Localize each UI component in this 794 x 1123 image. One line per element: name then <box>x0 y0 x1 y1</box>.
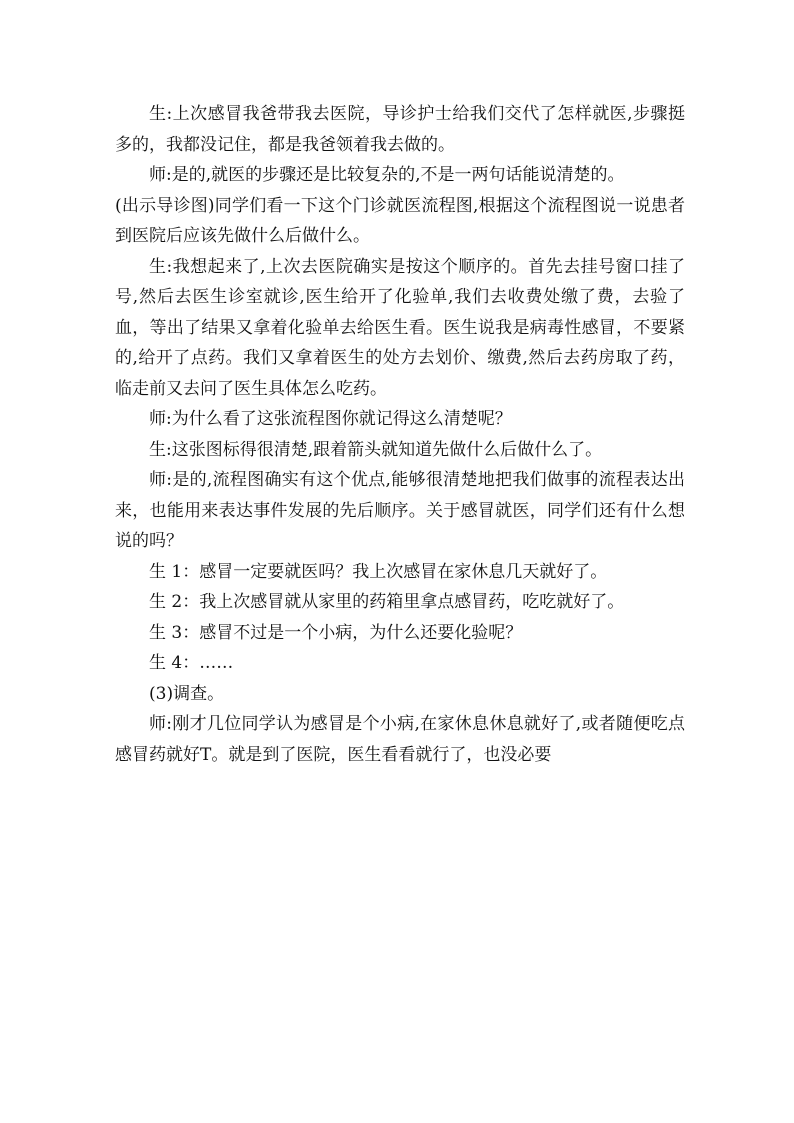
paragraph-teacher-reply: 师:是的,就医的步骤还是比较复杂的,不是一两句话能说清楚的。 <box>149 165 625 185</box>
paragraph-section-survey: (3)调查。 <box>149 683 225 704</box>
paragraph-student-recall: 生:上次感冒我爸带我去医院，导诊护士给我们交代了怎样就医,步骤挺多的，我都没记住，都是我爸领着我去做的。 <box>115 104 685 155</box>
paragraph-student-3: 生 3：感冒不过是一个小病，为什么还要化验呢？ <box>149 622 523 643</box>
document-body <box>115 99 685 770</box>
paragraph-student-answer: 生:这张图标得很清楚,跟着箭头就知道先做什么后做什么了。 <box>149 439 603 460</box>
paragraph-student-process: 生:我想起来了,上次去医院确实是按这个顺序的。首先去挂号窗口挂了号,然后去医生诊室就诊,医生给开了化验单,我们去收费处缴了费，去验了血，等出了结果又拿着化验单去给医生看。医生说我是病毒性感冒，不要紧的,给开了点药。我们又拿着医生的处方去划价、缴费,然后去药房取了药，临走前又去问了医生具体怎么吃药。 <box>115 256 685 399</box>
paragraph-teacher-survey: 师:刚才几位同学认为感冒是个小病,在家休息休息就好了,或者随便吃点感冒药就好T。就是到了医院，医生看看就行了，也没必要 <box>115 714 685 765</box>
paragraph-teacher-question: 师:为什么看了这张流程图你就记得这么清楚呢？ <box>149 409 512 429</box>
paragraph-student-1: 生 1：感冒一定要就医吗？我上次感冒在家休息几天就好了。 <box>149 561 608 582</box>
paragraph-teacher-flowchart: 师:是的,流程图确实有这个优点,能够很清楚地把我们做事的流程表达出来，也能用来表达事件发展的先后顺序。关于感冒就医，同学们还有什么想说的吗？ <box>115 470 685 551</box>
paragraph-show-guide-chart: (出示导诊图)同学们看一下这个门诊就医流程图,根据这个流程图说一说患者到医院后应该先做什么后做什么。 <box>115 195 685 246</box>
paragraph-student-4: 生 4：…… <box>149 653 234 673</box>
paragraph-student-2: 生 2：我上次感冒就从家里的药箱里拿点感冒药，吃吃就好了。 <box>149 592 625 612</box>
